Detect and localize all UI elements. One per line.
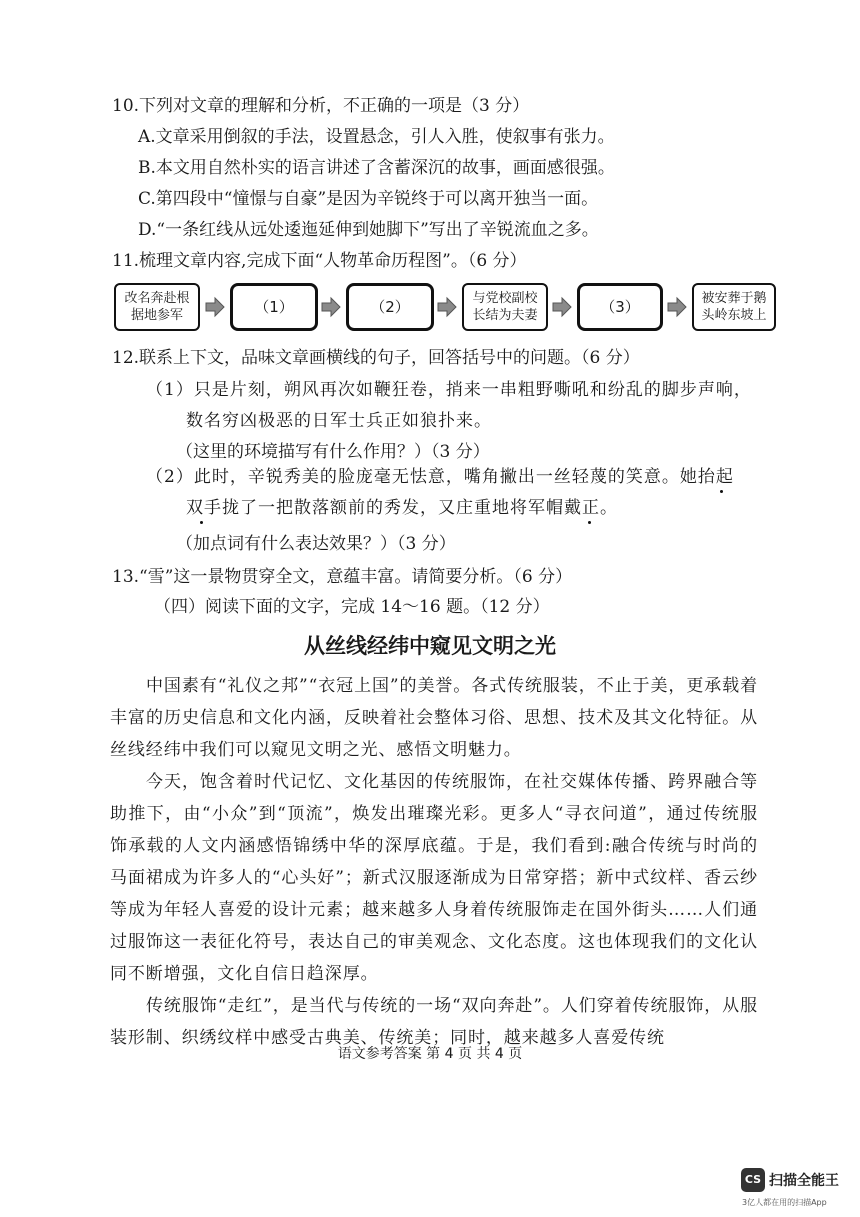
arrow-right-icon (321, 297, 341, 317)
q10-option-b: B.本文用自然朴实的语言讲述了含蓄深沉的故事，画面感很强。 (138, 158, 615, 178)
q12-question-2: （加点词有什么表达效果？）（3 分） (176, 534, 456, 554)
camscanner-logo-icon: CS (741, 1168, 765, 1192)
emphasis-dot (720, 490, 723, 493)
arrow-right-icon (552, 297, 572, 317)
section-4-heading: （四）阅读下面的文字，完成 14～16 题。（12 分） (154, 597, 550, 617)
flow-step-5: （3） (577, 283, 663, 331)
q12-question-1: （这里的环境描写有什么作用？）（3 分） (176, 442, 490, 462)
watermark-subtitle: 3亿人都在用的扫描App (742, 1198, 827, 1207)
flow-step-4: 与党校副校 长结为夫妻 (462, 283, 548, 331)
revolution-flowchart (114, 283, 774, 335)
q12-stem: 12.联系上下文，品味文章画横线的句子，回答括号中的问题。（6 分） (112, 348, 640, 368)
q10-stem: 10.下列对文章的理解和分析，不正确的一项是（3 分） (112, 96, 530, 116)
flow-step-3: （2） (346, 283, 434, 331)
arrow-right-icon (667, 297, 687, 317)
flow-step-6: 被安葬于鹅 头岭东坡上 (692, 283, 776, 331)
scanner-watermark (738, 1164, 848, 1210)
emphasis-dot (588, 521, 591, 524)
flow-step-1: 改名奔赴根 据地参军 (114, 283, 200, 331)
article-paragraph-2: 今天，饱含着时代记忆、文化基因的传统服饰，在社交媒体传播、跨界融合等助推下，由“小众”到“顶流”，焕发出璀璨光彩。更多人“寻衣问道”，通过传统服饰承载的人文内涵感悟锦绣中华的深厚底蕴。于是，我们看到:融合传统与时尚的马面裙成为许多人的“心头好”；新式汉服逐渐成为日常穿搭；新中式纹样、香云纱等成为年轻人喜爱的设计元素；越来越多人身着传统服饰走在国外街头……人们通过服饰这一表征化符号，表达自己的审美观念、文化态度。这也体现我们的文化认同不断增强，文化自信日趋深厚。 (110, 772, 759, 984)
flow-step-2: （1） (230, 283, 318, 331)
q12-sentence-2-line-1: （2）此时，辛锐秀美的脸庞毫无怯意，嘴角撇出一丝轻蔑的笑意。她抬起 (146, 467, 734, 487)
watermark-name: 扫描全能王 (769, 1173, 839, 1189)
arrow-right-icon (437, 297, 457, 317)
q10-option-c: C.第四段中“憧憬与自豪”是因为辛锐终于可以离开独当一面。 (138, 189, 599, 209)
q12-sentence-2-line-2: 双手拢了一把散落额前的秀发，又庄重地将军帽戴正。 (186, 498, 618, 518)
article-paragraph-1: 中国素有“礼仪之邦”“衣冠上国”的美誉。各式传统服装，不止于美，更承载着丰富的历史信息和文化内涵，反映着社会整体习俗、思想、技术及其文化特征。从丝线经纬中我们可以窥见文明之光、感悟文明魅力。 (110, 676, 758, 760)
page-footer: 语文参考答案 第 4 页 共 4 页 (337, 1046, 523, 1062)
arrow-right-icon (205, 297, 225, 317)
q12-sentence-1-line-1: （1）只是片刻，朔风再次如鞭狂卷，捎来一串粗野嘶吼和纷乱的脚步声响， (146, 380, 752, 400)
article-title: 从丝线经纬中窥见文明之光 (304, 634, 556, 658)
article-paragraph-3: 传统服饰“走红”，是当代与传统的一场“双向奔赴”。人们穿着传统服饰，从服装形制、织绣纹样中感受古典美、传统美；同时，越来越多人喜爱传统 (110, 996, 758, 1048)
question-13: 13.“雪”这一景物贯穿全文，意蕴丰富。请简要分析。（6 分） (112, 567, 573, 587)
q10-option-a: A.文章采用倒叙的手法，设置悬念，引人入胜，使叙事有张力。 (138, 127, 615, 147)
q10-option-d: D.“一条红线从远处逶迤延伸到她脚下”写出了辛锐流血之多。 (138, 220, 599, 240)
emphasis-dot (200, 521, 203, 524)
q12-sentence-1-line-2: 数名穷凶极恶的日军士兵正如狼扑来。 (186, 411, 492, 431)
q11-stem: 11.梳理文章内容,完成下面“人物革命历程图”。（6 分） (112, 251, 527, 271)
